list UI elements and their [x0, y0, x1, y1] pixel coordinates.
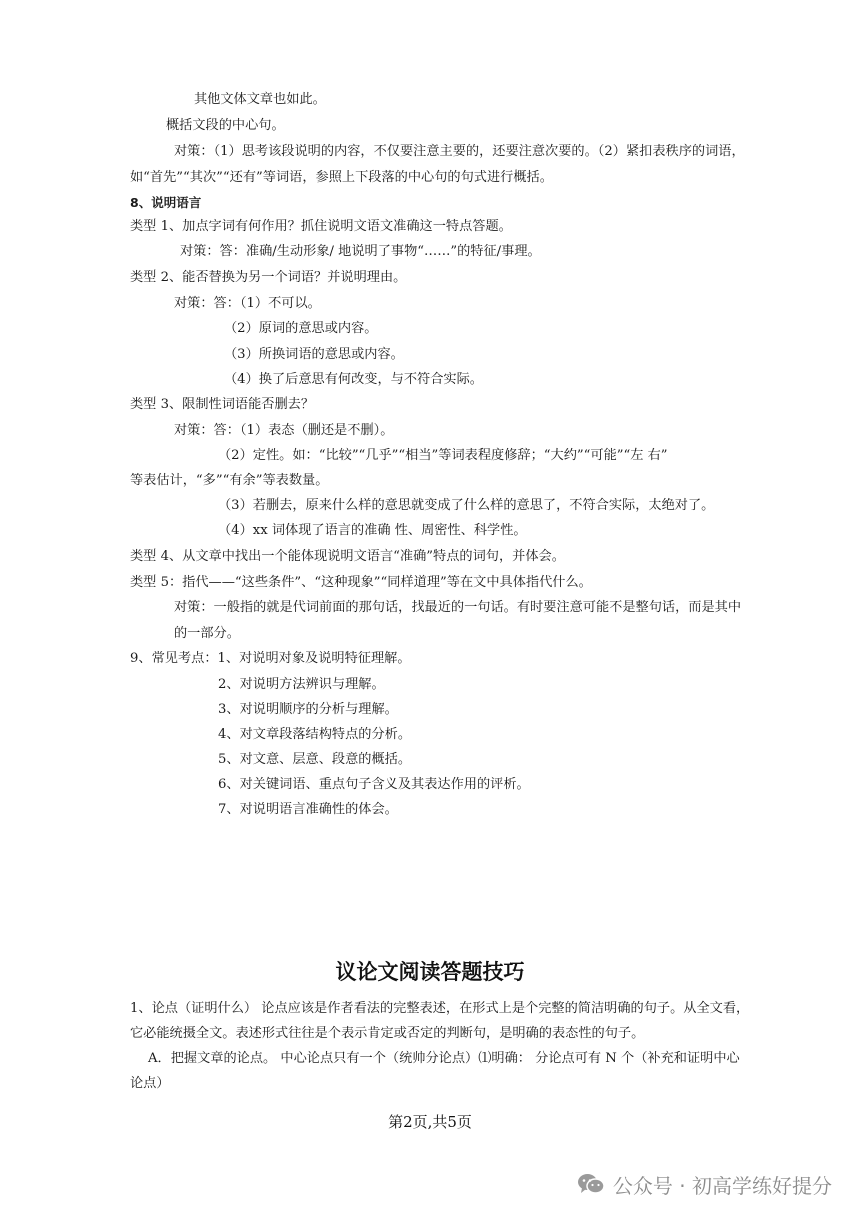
- text-line: 类型 4、从文章中找出一个能体现说明文语言“准确”特点的词句，并体会。: [130, 549, 565, 564]
- text-line: 它必能统摄全文。表述形式往往是个表示肯定或否定的判断句，是明确的表态性的句子。: [130, 1026, 645, 1041]
- text-line: 对策：（1）思考该段说明的内容，不仅要注意主要的，还要注意次要的。（2）紧扣表秩序的词语，: [174, 144, 745, 159]
- page-number: 第2页,共5页: [388, 1113, 472, 1131]
- text-line: 如“首先”“其次”“还有”等词语，参照上下段落的中心句的句式进行概括。: [130, 170, 553, 185]
- text-line: 6、对关键词语、重点句子含义及其表达作用的评析。: [218, 777, 530, 792]
- text-line: 类型 1、加点字词有何作用？抓住说明文语文准确这一特点答题。: [130, 219, 512, 234]
- text-line: 3、对说明顺序的分析与理解。: [218, 702, 398, 717]
- text-line: 7、对说明语言准确性的体会。: [218, 802, 398, 817]
- text-line: （4）换了后意思有何改变，与不符合实际。: [224, 372, 483, 387]
- text-line: 对策：答：（1）表态（删还是不删）。: [174, 423, 394, 438]
- text-line: 对策：答：准确/生动形象/ 地说明了事物“……”的特征/事理。: [180, 244, 541, 259]
- text-line: （2）定性。如：“比较”“几乎”“相当”等词表程度修辞；“大约”“可能”“左 右”: [218, 448, 668, 463]
- text-line: 对策：一般指的就是代词前面的那句话，找最近的一句话。有时要注意可能不是整句话，而是其中: [174, 600, 742, 615]
- watermark-text: 公众号 · 初高学练好提分: [612, 1173, 832, 1198]
- text-line: 类型 5：指代——“这些条件”、“这种现象”“同样道理”等在文中具体指代什么。: [130, 575, 592, 590]
- text-line: 对策：答：（1）不可以。: [174, 296, 321, 311]
- text-line: （4）xx 词体现了语言的准确 性、周密性、科学性。: [218, 523, 527, 538]
- wechat-icon: [577, 1172, 605, 1196]
- section-heading: 8、说明语言: [130, 195, 202, 210]
- text-line: （3）若删去，原来什么样的意思就变成了什么样的意思了，不符合实际，太绝对了。: [218, 498, 715, 513]
- watermark: [577, 1167, 832, 1201]
- text-line: 其他文体文章也如此。: [194, 92, 326, 107]
- text-line: 2、对说明方法辨识与理解。: [218, 677, 385, 692]
- text-line: 论点）: [130, 1076, 170, 1091]
- text-line: 等表估计，“多”“有余”等表数量。: [130, 473, 329, 488]
- text-line: （3）所换词语的意思或内容。: [224, 347, 404, 362]
- text-line: 概括文段的中心句。: [166, 118, 285, 133]
- text-line: 的一部分。: [174, 626, 240, 641]
- section-title: 议论文阅读答题技巧: [335, 960, 525, 984]
- text-line: 9、常见考点：1、对说明对象及说明特征理解。: [130, 651, 411, 666]
- text-line: 4、对文章段落结构特点的分析。: [218, 727, 412, 742]
- text-line: 类型 3、限制性词语能否删去？: [130, 397, 315, 412]
- text-line: 5、对文意、层意、段意的概括。: [218, 752, 412, 767]
- text-line: 类型 2、能否替换为另一个词语？并说明理由。: [130, 270, 407, 285]
- text-line: A．把握文章的论点。 中心论点只有一个（统帅分论点）⑴明确： 分论点可有 N 个（补充和证明中心: [148, 1051, 740, 1066]
- text-line: 1、论点（证明什么） 论点应该是作者看法的完整表述，在形式上是个完整的简洁明确的句子。从全文看，: [130, 1001, 750, 1016]
- text-line: （2）原词的意思或内容。: [224, 321, 378, 336]
